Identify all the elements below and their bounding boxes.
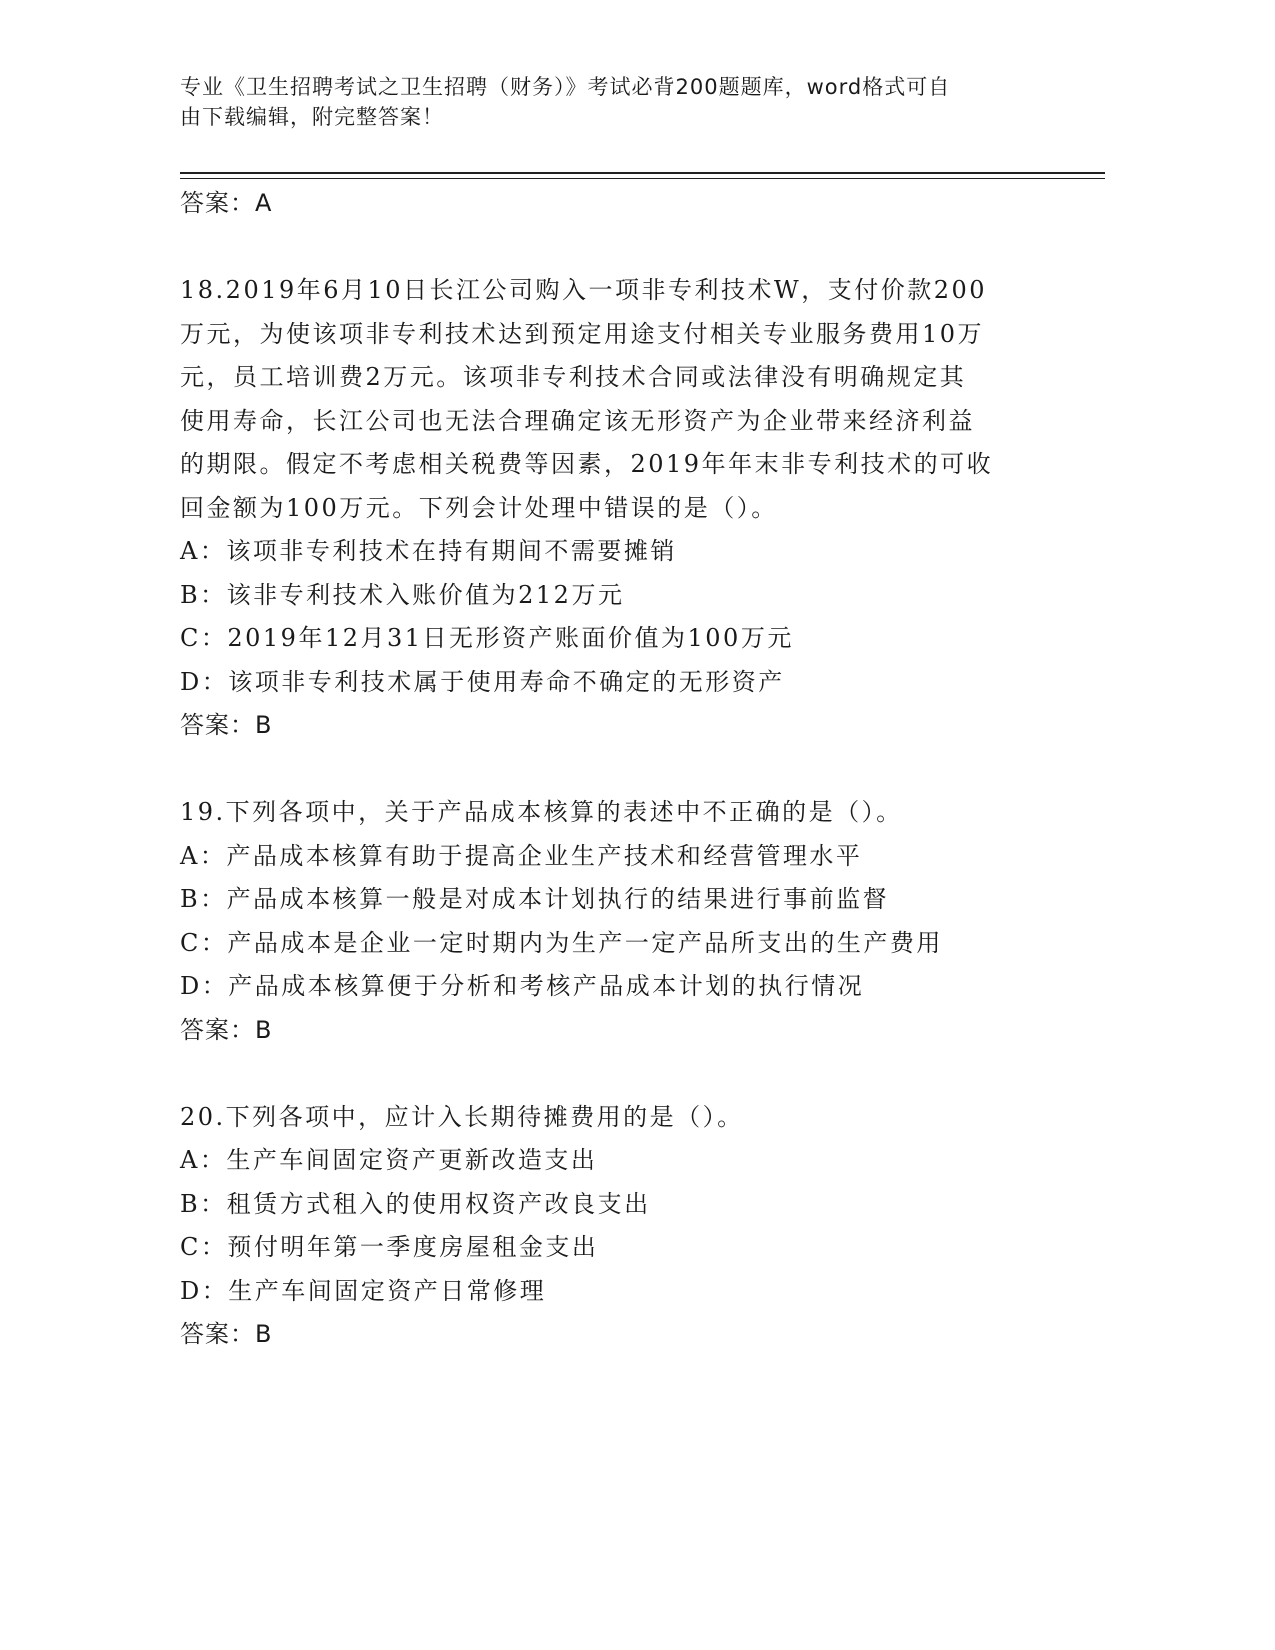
spacer: [180, 226, 1040, 270]
header-rule-thin: [180, 178, 1105, 179]
option-b: B：产品成本核算一般是对成本计划执行的结果进行事前监督: [180, 885, 890, 913]
question-18: [180, 269, 1040, 748]
answer-18: 答案：B: [180, 711, 273, 739]
question-20: [180, 1096, 1040, 1357]
header-line-1: 专业《卫生招聘考试之卫生招聘（财务）》考试必背200题题库，word格式可自: [180, 75, 951, 99]
option-d: D：该项非专利技术属于使用寿命不确定的无形资产: [180, 667, 785, 696]
header-line-2: 由下载编辑，附完整答案！: [180, 105, 444, 129]
option-b: B：该非专利技术入账价值为212万元: [180, 580, 625, 609]
question-content: [180, 182, 1040, 1357]
option-a: A：该项非专利技术在持有期间不需要摊销: [180, 537, 677, 565]
option-c: C：产品成本是企业一定时期内为生产一定产品所支出的生产费用: [180, 928, 943, 957]
option-d: D：产品成本核算便于分析和考核产品成本计划的执行情况: [180, 972, 865, 1000]
option-c: C：预付明年第一季度房屋租金支出: [180, 1233, 599, 1261]
answer-20: 答案：B: [180, 1320, 273, 1348]
answer-17: 答案：A: [180, 189, 273, 217]
spacer: [180, 748, 1040, 792]
question-19: [180, 791, 1040, 1052]
question-stem-line: 的期限。假定不考虑相关税费等因素，2019年年末非专利技术的可收: [180, 450, 994, 478]
question-stem-line: 元，员工培训费2万元。该项非专利技术合同或法律没有明确规定其: [180, 363, 967, 391]
header-rule-thick: [180, 172, 1105, 174]
document-header: [180, 72, 1080, 132]
option-b: B：租赁方式租入的使用权资产改良支出: [180, 1189, 651, 1218]
question-stem-line: 使用寿命，长江公司也无法合理确定该无形资产为企业带来经济利益: [180, 406, 975, 435]
option-c: C：2019年12月31日无形资产账面价值为100万元: [180, 624, 794, 652]
option-a: A：生产车间固定资产更新改造支出: [180, 1146, 598, 1174]
question-stem-line: 18.2019年6月10日长江公司购入一项非专利技术W，支付价款200: [180, 276, 988, 304]
question-stem-line: 万元，为使该项非专利技术达到预定用途支付相关专业服务费用10万: [180, 319, 985, 348]
spacer: [180, 1052, 1040, 1096]
option-d: D：生产车间固定资产日常修理: [180, 1276, 547, 1305]
answer-19: 答案：B: [180, 1015, 273, 1044]
question-stem-line: 20.下列各项中，应计入长期待摊费用的是（）。: [180, 1102, 744, 1131]
question-stem-line: 19.下列各项中，关于产品成本核算的表述中不正确的是（）。: [180, 798, 903, 826]
question-stem-line: 回金额为100万元。下列会计处理中错误的是（）。: [180, 493, 778, 522]
option-a: A：产品成本核算有助于提高企业生产技术和经营管理水平: [180, 841, 863, 870]
